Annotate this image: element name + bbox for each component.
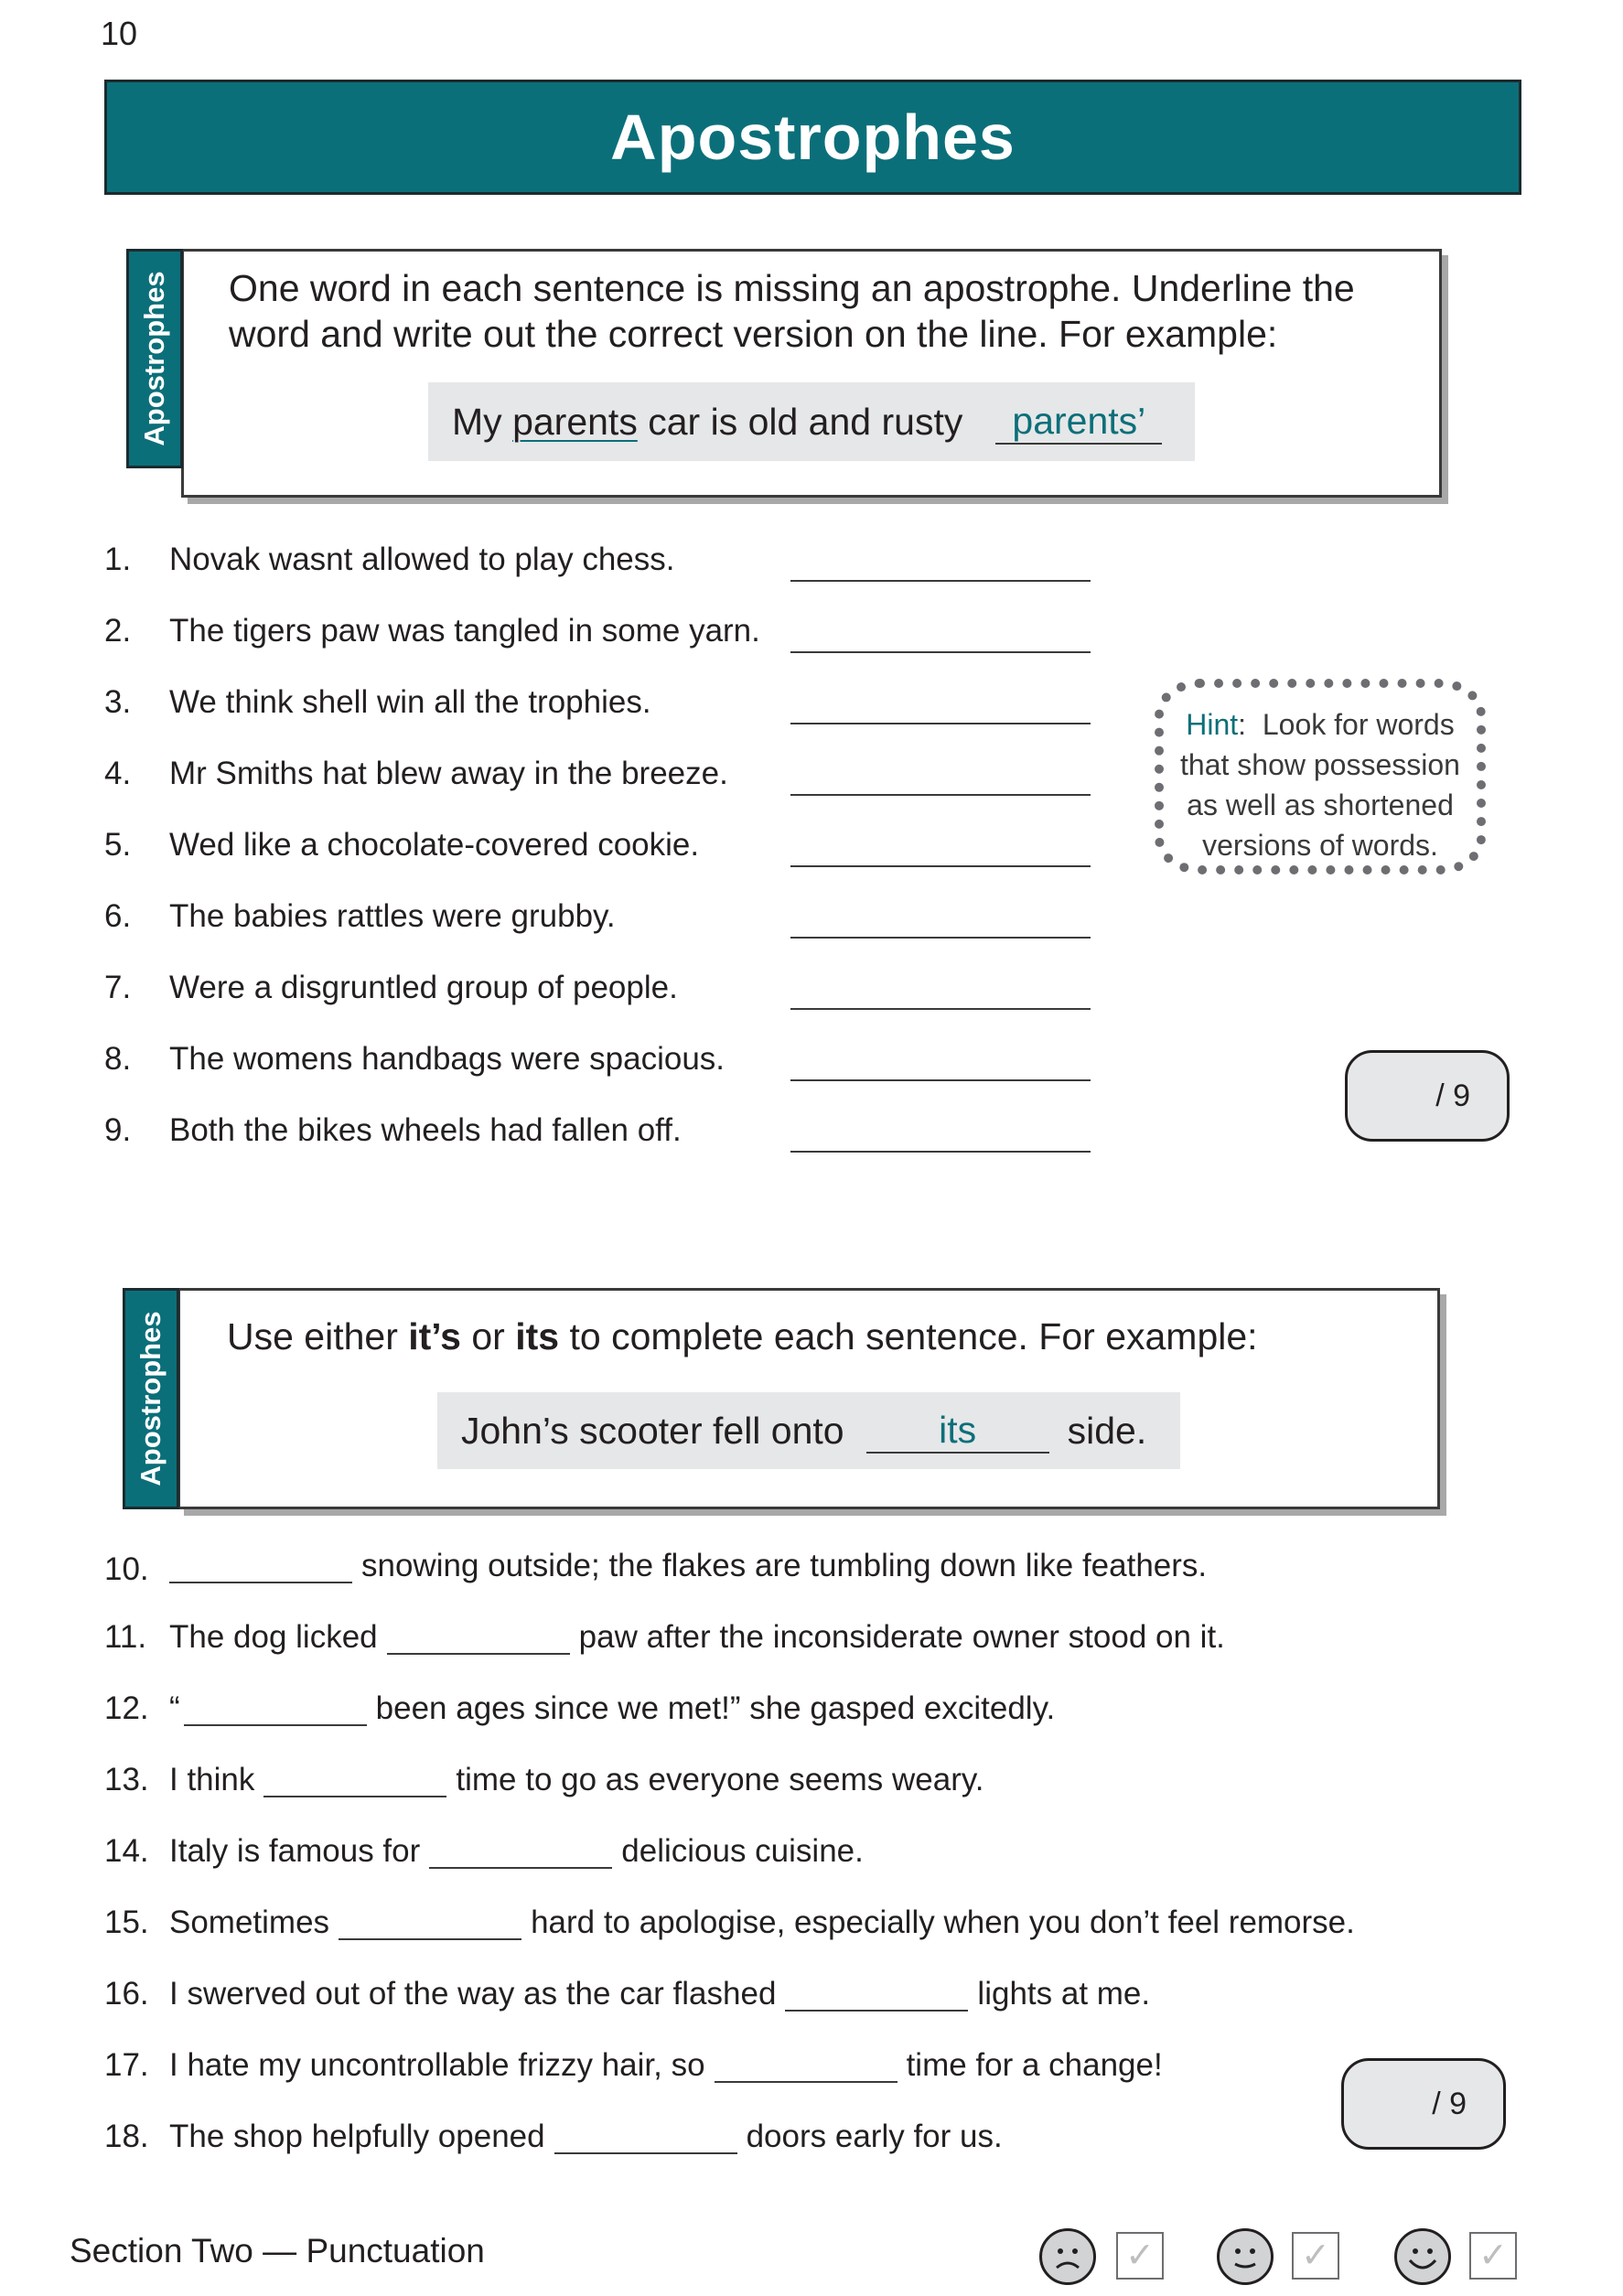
answer-line[interactable]: [790, 723, 1091, 724]
question-text-before: Sometimes: [169, 1904, 330, 1940]
answer-line[interactable]: [790, 1008, 1091, 1010]
question-number: 17.: [104, 2047, 149, 2083]
answer-blank[interactable]: [263, 1796, 446, 1797]
answer-line[interactable]: [790, 580, 1091, 582]
question-text: [169, 1833, 864, 1870]
question-text-after: doors early for us.: [746, 2119, 1003, 2154]
answer-line[interactable]: [790, 794, 1091, 796]
question-text-before: Italy is famous for: [169, 1833, 421, 1869]
tick-box[interactable]: ✓: [1292, 2232, 1339, 2280]
hint-line: versions of words.: [1202, 829, 1438, 862]
question-number: 3.: [104, 684, 132, 720]
instruction-keyword: it’s: [408, 1315, 461, 1357]
answer-line[interactable]: [790, 651, 1091, 653]
answer-blank[interactable]: [184, 1724, 367, 1726]
answer-line[interactable]: [790, 865, 1091, 867]
question-number: 11.: [104, 1619, 147, 1655]
instruction-part: to complete each sentence. For example:: [559, 1315, 1258, 1357]
question-text: Both the bikes wheels had fallen off.: [169, 1112, 682, 1148]
hint-bubble: [1155, 679, 1486, 874]
question-number: 4.: [104, 756, 132, 791]
side-tab-label: Apostrophes: [134, 1311, 167, 1486]
question-text-before: The shop helpfully opened: [169, 2119, 545, 2154]
question-text: [169, 1690, 1055, 1727]
question-text: We think shell win all the trophies.: [169, 684, 651, 720]
instruction-keyword: its: [515, 1315, 560, 1357]
question-text: [169, 1548, 1207, 1584]
tick-box[interactable]: ✓: [1469, 2232, 1517, 2280]
question-text-after: lights at me.: [977, 1976, 1151, 2012]
answer-blank[interactable]: [715, 2081, 897, 2083]
question-text-before: I swerved out of the way as the car flashed: [169, 1976, 777, 2012]
answer-line[interactable]: [790, 1151, 1091, 1153]
hint-line: as well as shortened: [1187, 789, 1454, 821]
example-box-1: [428, 382, 1195, 461]
instruction-text-1: One word in each sentence is missing an apostrophe. Underline the word and write out the correct version on the line. For example:: [229, 267, 1355, 355]
question-number: 10.: [104, 1551, 149, 1587]
question-text-after: hard to apologise, especially when you don’t feel remorse.: [531, 1904, 1355, 1940]
side-tab-1: [126, 249, 183, 468]
question-number: 12.: [104, 1690, 149, 1726]
question-number: 8.: [104, 1041, 132, 1077]
question-text-after: delicious cuisine.: [621, 1833, 864, 1869]
neutral-face-icon[interactable]: [1217, 2228, 1274, 2285]
example-underlined-word: parents: [512, 400, 638, 443]
question-text: Were a disgruntled group of people.: [169, 970, 678, 1005]
question-text-after: paw after the inconsiderate owner stood on it.: [578, 1619, 1225, 1655]
question-text: [169, 1904, 1355, 1941]
question-number: 5.: [104, 827, 132, 863]
question-text-before: I think: [169, 1762, 255, 1797]
hint-line: Hint: Look for words: [1186, 708, 1455, 741]
question-number: 6.: [104, 898, 132, 934]
side-tab-2: [123, 1288, 179, 1509]
footer-section-title: Section Two — Punctuation: [70, 2232, 485, 2269]
question-text-after: snowing outside; the flakes are tumbling down like feathers.: [361, 1548, 1208, 1583]
question-number: 2.: [104, 613, 132, 649]
example-before: John’s scooter fell onto: [461, 1409, 844, 1452]
question-text: The womens handbags were spacious.: [169, 1041, 726, 1077]
hint-label: Hint: [1186, 708, 1239, 741]
question-text-before: The dog licked: [169, 1619, 378, 1655]
happy-face-icon[interactable]: [1394, 2228, 1451, 2285]
question-text: [169, 1619, 1225, 1656]
question-text: [169, 1762, 984, 1798]
answer-blank[interactable]: [785, 2010, 968, 2012]
answer-blank[interactable]: [429, 1867, 612, 1869]
side-tab-label: Apostrophes: [138, 271, 170, 446]
example-before: My: [452, 400, 502, 443]
question-number: 18.: [104, 2119, 149, 2154]
hint-text: Look for words: [1262, 708, 1455, 741]
question-text-after: time for a change!: [906, 2047, 1163, 2083]
answer-blank[interactable]: [169, 1582, 352, 1583]
question-text-before: “: [169, 1690, 180, 1726]
question-text: The tigers paw was tangled in some yarn.: [169, 613, 760, 649]
question-text: The babies rattles were grubby.: [169, 898, 616, 934]
question-text: Novak wasnt allowed to play chess.: [169, 542, 675, 577]
answer-blank[interactable]: [554, 2152, 737, 2154]
question-text-after: time to go as everyone seems weary.: [456, 1762, 984, 1797]
sad-face-icon[interactable]: [1039, 2228, 1096, 2285]
question-text: [169, 2119, 1003, 2155]
hint-line: that show possession: [1180, 748, 1460, 781]
question-text-after: been ages since we met!” she gasped excitedly.: [375, 1690, 1056, 1726]
answer-blank[interactable]: [387, 1653, 570, 1655]
question-text: Mr Smiths hat blew away in the breeze.: [169, 756, 728, 791]
question-number: 7.: [104, 970, 132, 1005]
page-number: 10: [101, 15, 138, 52]
question-text-before: I hate my uncontrollable frizzy hair, so: [169, 2047, 705, 2083]
score-box-1: / 9: [1345, 1050, 1510, 1142]
question-number: 13.: [104, 1762, 149, 1797]
example-after: side.: [1067, 1409, 1147, 1452]
question-number: 9.: [104, 1112, 132, 1148]
title-banner: [104, 80, 1521, 195]
instruction-text-2: [227, 1314, 1416, 1359]
question-number: 1.: [104, 542, 132, 577]
instruction-part: Use either: [227, 1315, 409, 1357]
example-answer: parents’: [995, 400, 1162, 445]
example-answer: its: [866, 1409, 1049, 1454]
answer-line[interactable]: [790, 1079, 1091, 1081]
instruction-part: or: [460, 1315, 516, 1357]
score-box-2: / 9: [1341, 2058, 1506, 2150]
example-box-2: [437, 1392, 1180, 1469]
question-number: 15.: [104, 1904, 149, 1940]
answer-blank[interactable]: [339, 1938, 521, 1940]
example-after: car is old and rusty: [648, 400, 963, 443]
question-text: [169, 2047, 1163, 2084]
question-number: 14.: [104, 1833, 149, 1869]
answer-line[interactable]: [790, 937, 1091, 939]
question-text: Wed like a chocolate-covered cookie.: [169, 827, 700, 863]
question-text: [169, 1976, 1150, 2012]
page-title: Apostrophes: [610, 102, 1016, 173]
question-number: 16.: [104, 1976, 149, 2012]
tick-box[interactable]: ✓: [1116, 2232, 1164, 2280]
